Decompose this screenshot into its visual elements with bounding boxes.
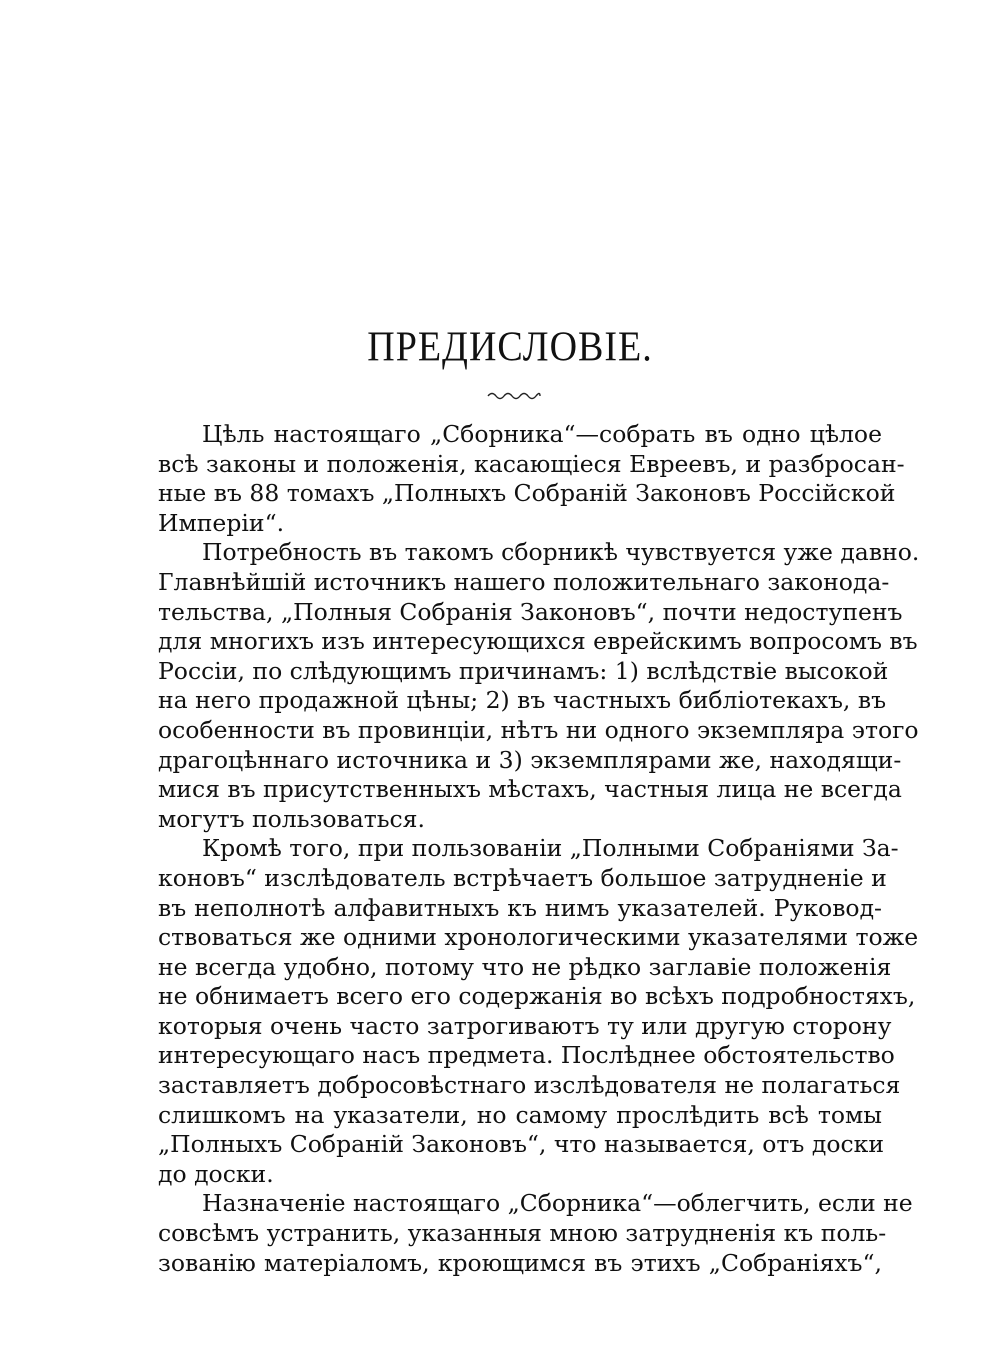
text-line: не всегда удобно, потому что не рѣдко заглавіе положенія [158,952,892,981]
text-line: Россіи, по слѣдующимъ причинамъ: 1) вслѣдствіе высокой [158,656,889,685]
text-line: зованію матеріаломъ, кроющимся въ этихъ „Собраніяхъ“, [158,1248,882,1277]
text-line: до доски. [158,1159,274,1188]
page-title: ПРЕДИСЛОВІЕ. [367,323,653,371]
text-line: могутъ пользоваться. [158,804,425,833]
title-ornament [486,388,542,402]
text-line: Потребность въ такомъ сборникѣ чувствуется уже давно. [202,538,920,567]
text-line: Кромѣ того, при пользованіи „Полными Собраніями За- [202,834,899,863]
text-line: которыя очень часто затрогиваютъ ту или другую сторону [158,1011,892,1040]
text-line: не обнимаетъ всего его содержанія во всѣхъ подробностяхъ, [158,982,916,1011]
text-line: слишкомъ на указатели, но самому прослѣдить всѣ томы [158,1100,882,1129]
preface-text [158,420,920,1278]
text-line: интересующаго насъ предмета. Послѣднее обстоятельство [158,1041,895,1070]
text-line: для многихъ изъ интересующихся еврейскимъ вопросомъ въ [158,627,918,656]
text-line: заставляетъ добросовѣстнаго изслѣдователя не полагаться [158,1071,901,1100]
text-line: особенности въ провинціи, нѣтъ ни одного экземпляра этого [158,715,919,744]
text-line: на него продажной цѣны; 2) въ частныхъ библіотекахъ, въ [158,686,887,715]
text-line: Имперіи“. [158,508,285,537]
text-line: Назначеніе настоящаго „Сборника“—облегчить, если не [202,1189,913,1218]
text-line: Главнѣйшій источникъ нашего положительнаго законода- [158,567,890,596]
text-line: всѣ законы и положенія, касающіеся Евреевъ, и разбросан- [158,449,905,478]
text-line: ствоваться же одними хронологическими указателями тоже [158,923,919,952]
text-line: драгоцѣннаго источника и 3) экземплярами же, находящи- [158,745,902,774]
text-line: въ неполнотѣ алфавитныхъ къ нимъ указателей. Руковод- [158,893,882,922]
text-line: тельства, „Полныя Собранія Законовъ“, почти недоступенъ [158,597,903,626]
text-line: мися въ присутственныхъ мѣстахъ, частныя лица не всегда [158,775,902,804]
text-line: ные въ 88 томахъ „Полныхъ Собраній Законовъ Россійской [158,479,896,508]
text-line: коновъ“ изслѣдователь встрѣчаетъ большое затрудненіе и [158,863,887,892]
text-line: Цѣль настоящаго „Сборника“—собрать въ одно цѣлое [202,420,882,448]
text-line: „Полныхъ Собраній Законовъ“, что называется, отъ доски [158,1130,884,1159]
text-line: совсѣмъ устранить, указанныя мною затрудненія къ поль- [158,1219,887,1248]
